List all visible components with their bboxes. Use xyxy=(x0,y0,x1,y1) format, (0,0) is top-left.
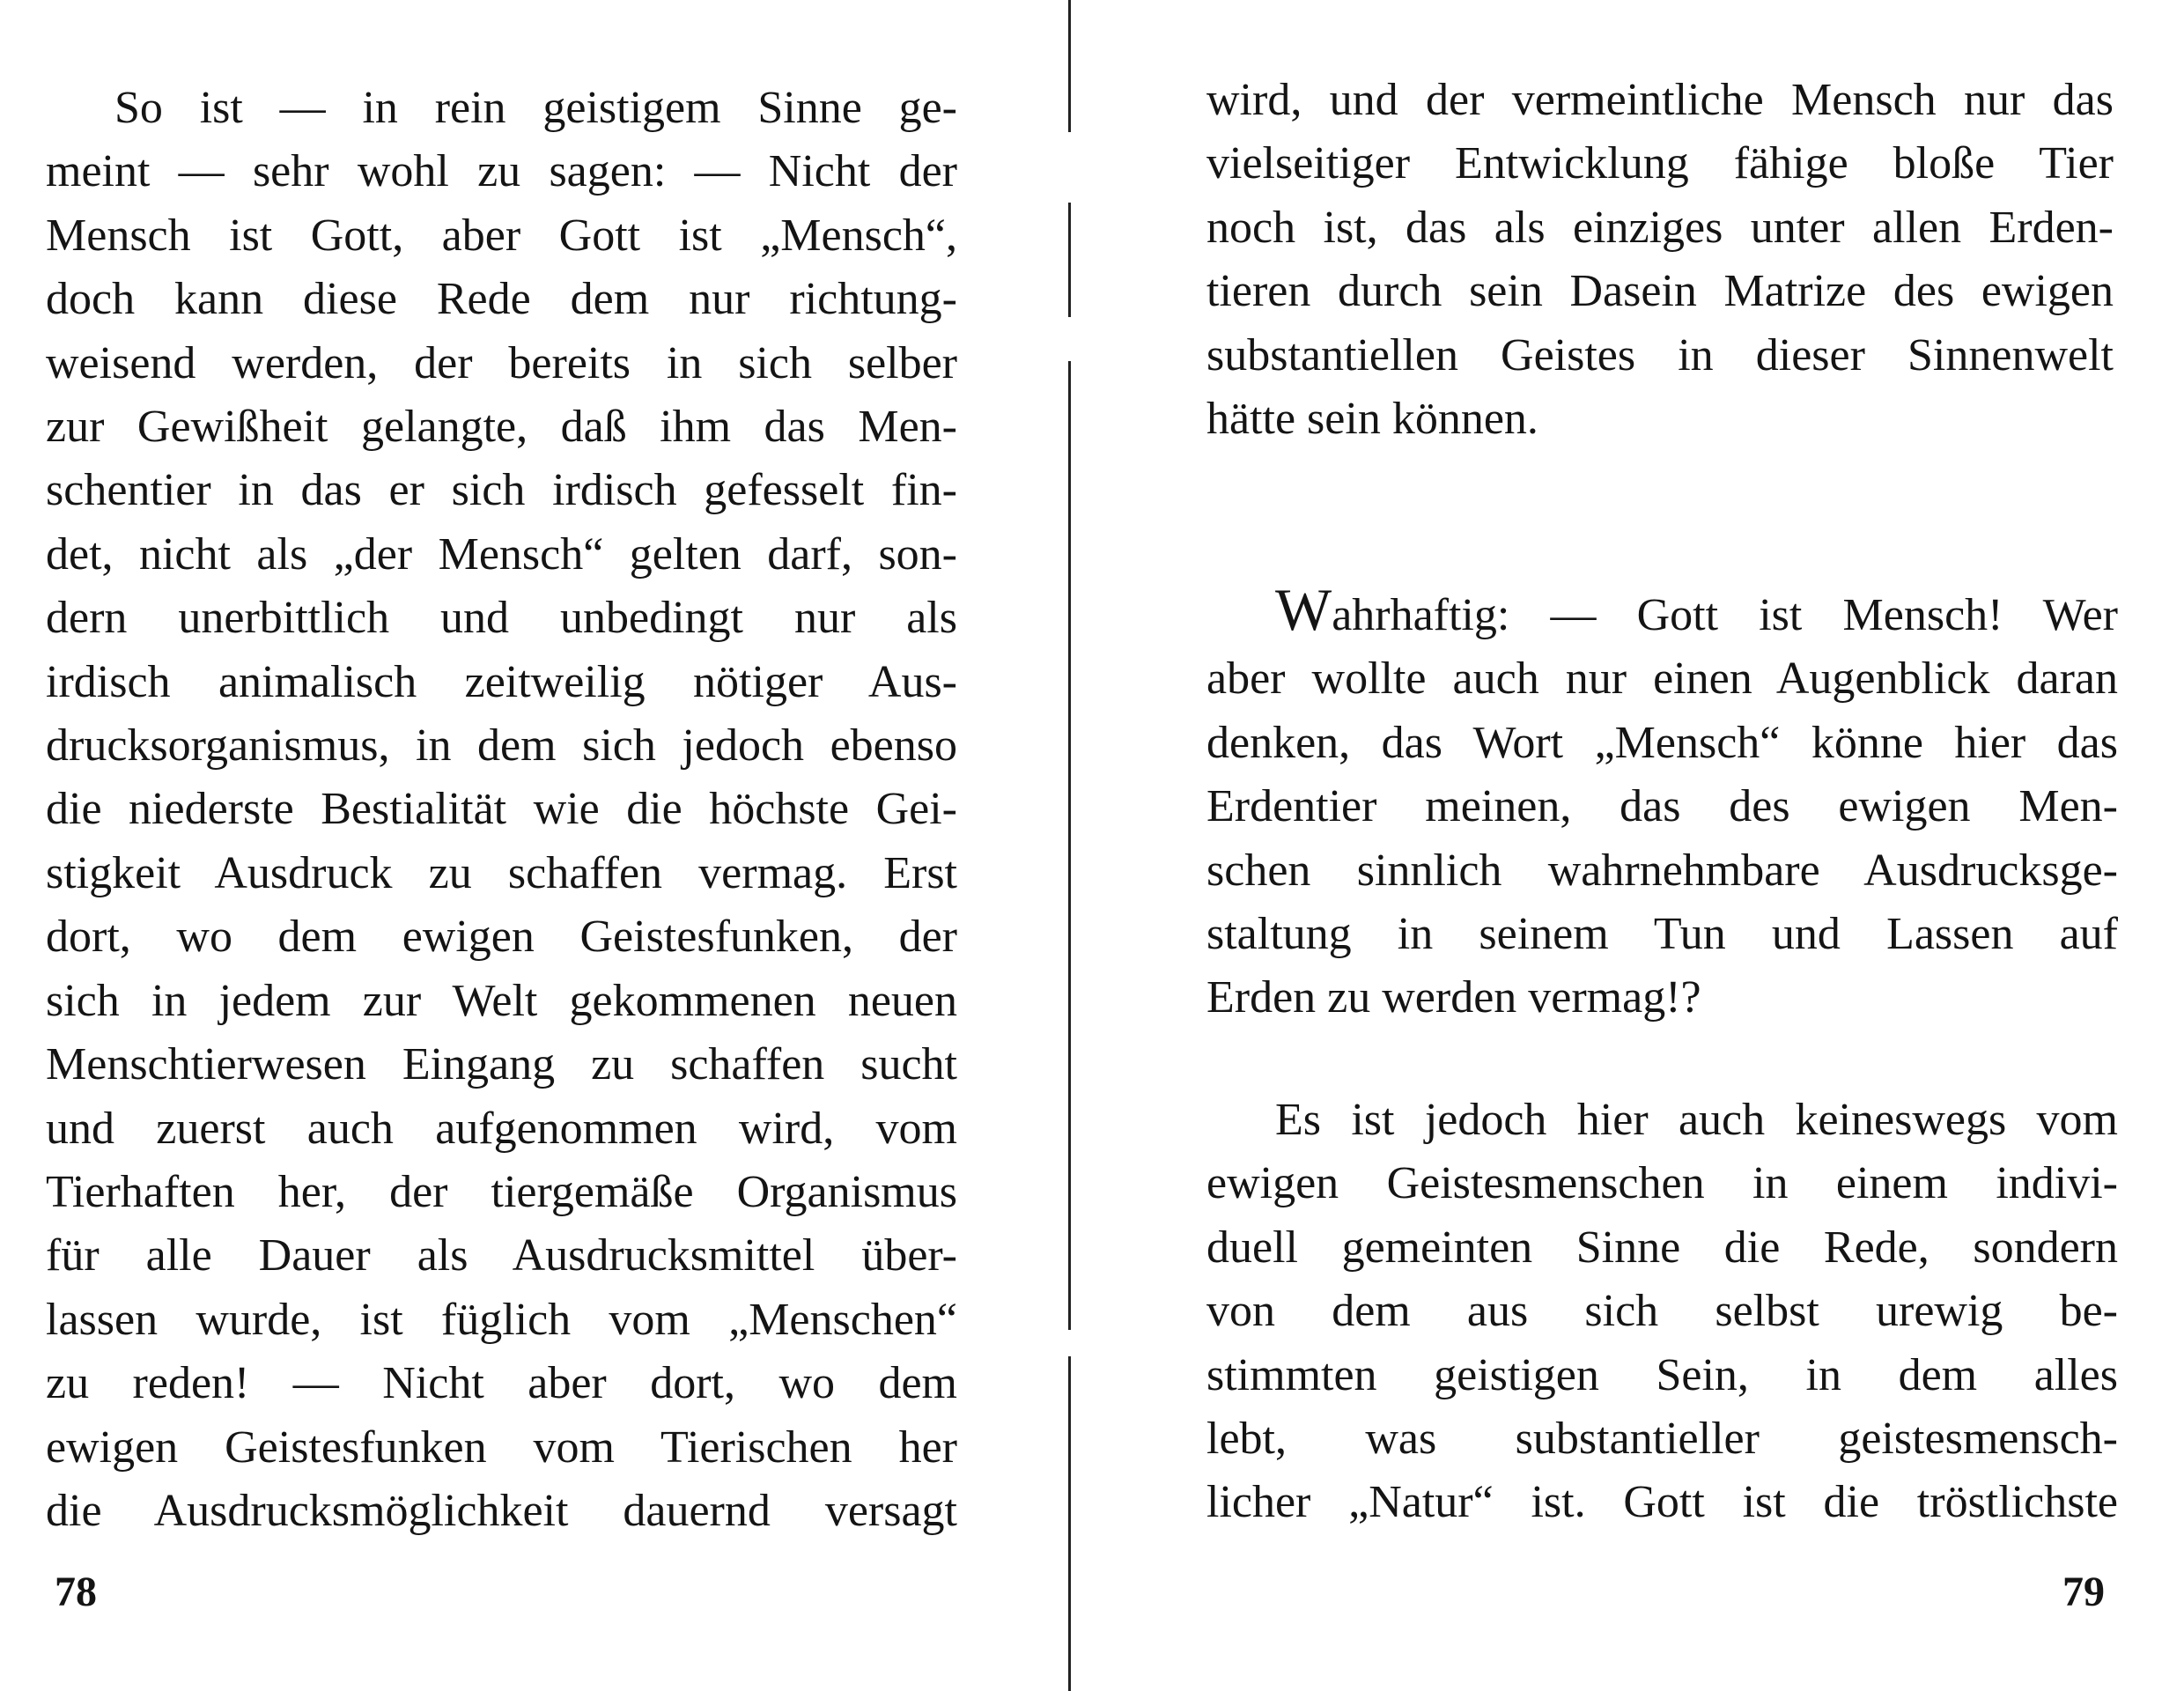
right-paragraph-3 xyxy=(1206,1089,2118,1535)
text-line: schentier in das er sich irdisch gefesselt fin- xyxy=(46,465,957,516)
text-line: hätte sein können. xyxy=(1206,394,1538,445)
text-fragment: ahrhaftig: — Gott ist Mensch! Wer xyxy=(1332,590,2118,640)
right-paragraph-2 xyxy=(1206,578,2118,1030)
text-line: tieren durch sein Dasein Matrize des ewigen xyxy=(1206,266,2114,317)
text-line: die niederste Bestialität wie die höchste Gei- xyxy=(46,784,957,835)
text-line: die Ausdrucksmöglichkeit dauernd versagt xyxy=(46,1485,957,1536)
gutter-line xyxy=(1068,203,1071,317)
text-line: Erdentier meinen, das des ewigen Men- xyxy=(1206,781,2118,832)
text-line: sich in jedem zur Welt gekommenen neuen xyxy=(46,975,957,1026)
text-line: ewigen Geistesfunken vom Tierischen her xyxy=(46,1421,957,1473)
text-line: meint — sehr wohl zu sagen: — Nicht der xyxy=(46,146,957,197)
text-line: denken, das Wort „Mensch“ könne hier das xyxy=(1206,717,2118,768)
text-line: Menschtierwesen Eingang zu schaffen sucht xyxy=(46,1039,957,1090)
text-line: Erden zu werden vermag!? xyxy=(1206,972,1701,1023)
text-line: zu reden! — Nicht aber dort, wo dem xyxy=(46,1358,957,1409)
text-line xyxy=(1206,578,2118,647)
text-line: aber wollte auch nur einen Augenblick daran xyxy=(1206,654,2118,705)
text-line: stigkeit Ausdruck zu schaffen vermag. Erst xyxy=(46,847,957,898)
gutter-line xyxy=(1068,1356,1071,1691)
text-line: substantiellen Geistes in dieser Sinnenwelt xyxy=(1206,329,2114,380)
page-number: 78 xyxy=(55,1569,97,1615)
text-line: dern unerbittlich und unbedingt nur als xyxy=(46,593,957,644)
text-line: Es ist jedoch hier auch keineswegs vom xyxy=(1275,1095,2118,1145)
text-line: doch kann diese Rede dem nur richtung- xyxy=(46,274,957,325)
text-line: lassen wurde, ist füglich vom „Menschen“ xyxy=(46,1294,957,1345)
left-page-body xyxy=(46,77,957,1543)
text-line: für alle Dauer als Ausdrucksmittel über- xyxy=(46,1230,957,1281)
text-line: lebt, was substantieller geistesmensch- xyxy=(1206,1414,2118,1465)
text-line: licher „Natur“ ist. Gott ist die tröstlichste xyxy=(1206,1477,2118,1528)
text-line: staltung in seinem Tun und Lassen auf xyxy=(1206,909,2118,960)
text-line: zur Gewißheit gelangte, daß ihm das Men- xyxy=(46,402,957,453)
text-line: weisend werden, der bereits in sich selber xyxy=(46,337,957,388)
gutter-line xyxy=(1068,0,1071,132)
text-line: det, nicht als „der Mensch“ gelten darf, son- xyxy=(46,528,957,580)
text-line: irdisch animalisch zeitweilig nötiger Aus- xyxy=(46,656,957,707)
text-line: noch ist, das als einziges unter allen Erden- xyxy=(1206,202,2114,253)
text-line: duell gemeinten Sinne die Rede, sondern xyxy=(1206,1222,2118,1273)
text-line: Mensch ist Gott, aber Gott ist „Mensch“, xyxy=(46,210,957,261)
text-line: So ist — in rein geistigem Sinne ge- xyxy=(114,83,957,133)
page-number: 79 xyxy=(2062,1569,2105,1615)
text-line: schen sinnlich wahrnehmbare Ausdrucksge- xyxy=(1206,845,2118,896)
text-line: vielseitiger Entwicklung fähige bloße Tier xyxy=(1206,138,2114,189)
gutter-line xyxy=(1068,361,1071,1330)
text-line: ewigen Geistesmenschen in einem indivi- xyxy=(1206,1158,2118,1209)
text-line: wird, und der vermeintliche Mensch nur das xyxy=(1206,75,2114,125)
text-line: von dem aus sich selbst urewig be- xyxy=(1206,1286,2118,1337)
text-line: stimmten geistigen Sein, in dem alles xyxy=(1206,1349,2118,1400)
text-line: dort, wo dem ewigen Geistesfunken, der xyxy=(46,912,957,963)
text-line: drucksorganismus, in dem sich jedoch ebenso xyxy=(46,720,957,772)
text-line: und zuerst auch aufgenommen wird, vom xyxy=(46,1103,957,1154)
right-paragraph-1 xyxy=(1206,69,2114,451)
text-line: Tierhaften her, der tiergemäße Organismus xyxy=(46,1166,957,1217)
left-page xyxy=(0,0,1057,1691)
drop-cap: W xyxy=(1275,576,1332,643)
